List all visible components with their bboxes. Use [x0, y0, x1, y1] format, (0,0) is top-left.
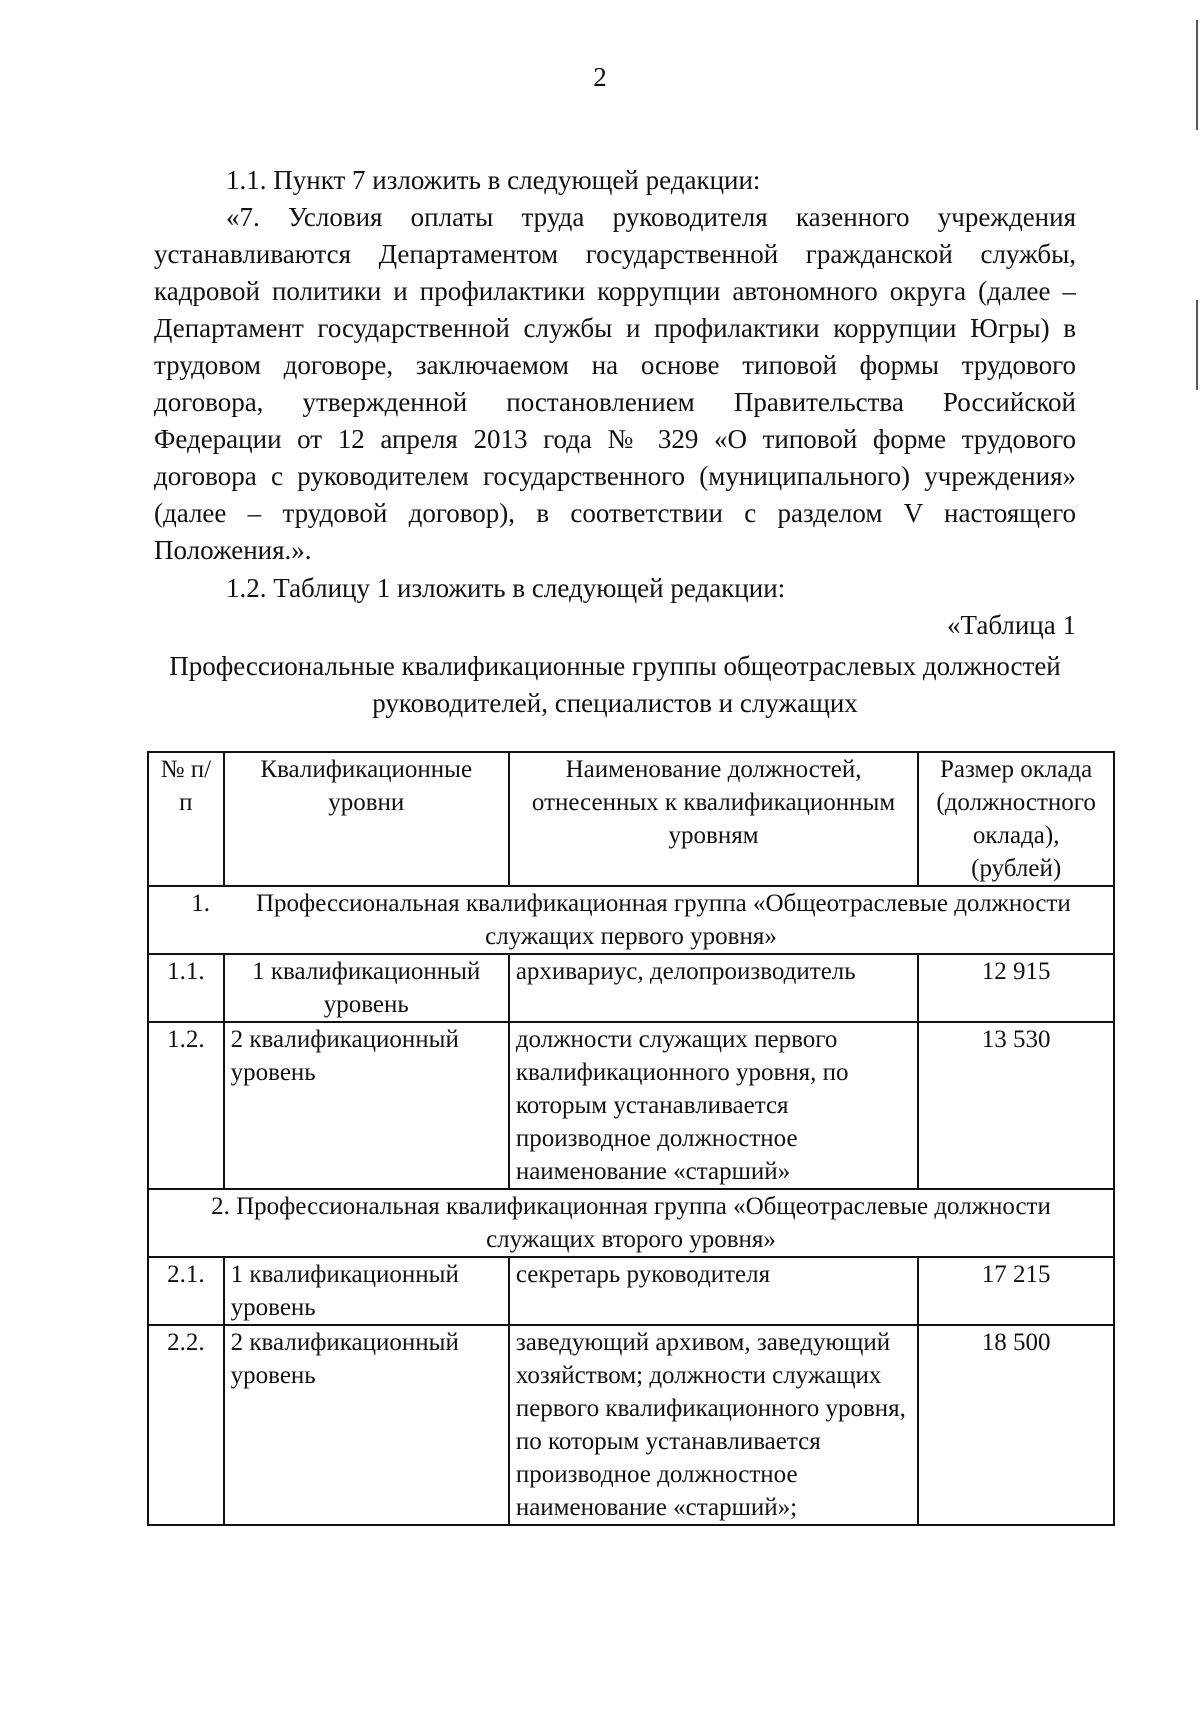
table-label: «Таблица 1 [947, 610, 1076, 640]
row-level: 2 квалификационный уровень [224, 1325, 509, 1525]
row-level: 2 квалификационный уровень [224, 1022, 509, 1189]
row-salary: 17 215 [918, 1257, 1114, 1325]
header-num: № п/п [148, 752, 224, 886]
scan-edge-mark [1196, 20, 1198, 130]
row-level: 1 квалификационный уровень [224, 954, 509, 1022]
group-title: Профессиональная квалификационная группа «Общеотраслевые должности служащих второго уровня» [236, 1193, 1051, 1253]
paragraph-1-2: 1.2. Таблицу 1 изложить в следующей редакции: [226, 573, 786, 603]
group-title-cell [148, 886, 1114, 954]
page-number: 2 [593, 62, 607, 92]
row-salary: 18 500 [918, 1325, 1114, 1525]
row-position-name: должности служащих первого квалификационного уровня, по которым устанавливается производное должностное наименование «старший» [509, 1022, 918, 1189]
row-salary: 12 915 [918, 954, 1114, 1022]
header-salary: Размер оклада (должностного оклада), (рублей) [918, 752, 1114, 886]
row-salary: 13 530 [918, 1022, 1114, 1189]
group-number: 1. [191, 890, 210, 917]
paragraph-clause-7: «7. Условия оплаты труда руководителя казенного учреждения устанавливаются Департаментом государственной гражданской службы, кадровой политики и профилактики коррупции автономного округа (далее – Департамент государственной службы и профилактики коррупции Югры) в трудовом договоре, заключаемом на основе типовой формы трудового договора, утвержденной постановлением Правительства Российской Федерации от 12 апреля 2013 года № 329 «О типовой форме трудового договора с руководителем государственного (муниципального) учреждения» (далее – трудовой договор), в соответствии с разделом V настоящего Положения.». [154, 202, 1076, 565]
table-row [148, 1325, 1114, 1525]
table-header-row [148, 752, 1114, 886]
group-number: 2. [211, 1193, 230, 1220]
row-position-name: секретарь руководителя [509, 1257, 918, 1325]
row-num: 2.1. [148, 1257, 224, 1325]
row-num: 1.2. [148, 1022, 224, 1189]
row-num: 1.1. [148, 954, 224, 1022]
group-title-cell [148, 1189, 1114, 1257]
paragraph-1-1: 1.1. Пункт 7 изложить в следующей редакции: [226, 165, 761, 195]
row-position-name: заведующий архивом, заведующий хозяйством; должности служащих первого квалификационного уровня, по которым устанавливается производное должностное наименование «старший»; [509, 1325, 918, 1525]
group-row [148, 886, 1114, 954]
table-row [148, 1257, 1114, 1325]
scan-edge-mark [1196, 300, 1198, 390]
row-level: 1 квалификационный уровень [224, 1257, 509, 1325]
table-row [148, 954, 1114, 1022]
salary-table [147, 751, 1115, 1526]
header-level: Квалификационные уровни [224, 752, 509, 886]
table-row [148, 1022, 1114, 1189]
header-position-name: Наименование должностей, отнесенных к квалификационным уровням [509, 752, 918, 886]
row-position-name: архивариус, делопроизводитель [509, 954, 918, 1022]
group-row [148, 1189, 1114, 1257]
row-num: 2.2. [148, 1325, 224, 1525]
group-title: Профессиональная квалификационная группа «Общеотраслевые должности служащих первого уровня» [256, 890, 1071, 950]
table-title: Профессиональные квалификационные группы общеотраслевых должностей руководителей, специалистов и служащих [169, 651, 1061, 718]
